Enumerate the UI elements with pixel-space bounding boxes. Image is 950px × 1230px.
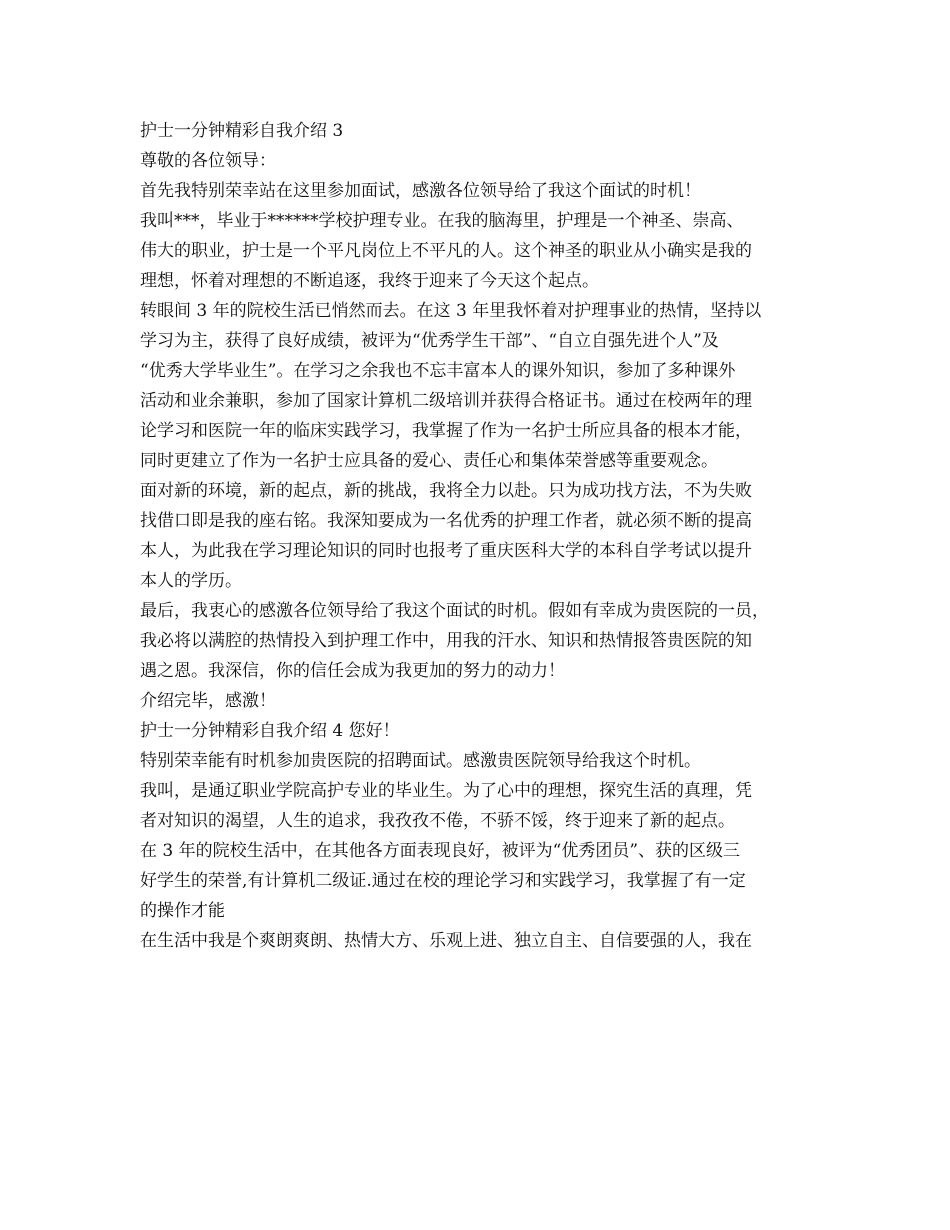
document-body — [140, 116, 840, 956]
text-line: 介绍完毕，感激！ — [140, 691, 276, 711]
text-line: 面对新的环境，新的起点，新的挑战，我将全力以赴。只为成功找方法，不为失败 — [140, 481, 752, 501]
text-line: 找借口即是我的座右铭。我深知要成为一名优秀的护理工作者，就必须不断的提高 — [140, 511, 752, 531]
text-line: 本人，为此我在学习理论知识的同时也报考了重庆医科大学的本科自学考试以提升 — [140, 541, 752, 561]
text-line: 在 3 年的院校生活中，在其他各方面表现良好，被评为“优秀团员”、获的区级三 — [140, 841, 741, 861]
text-line: 活动和业余兼职，参加了国家计算机二级培训并获得合格证书。通过在校两年的理 — [140, 391, 752, 411]
text-line: 论学习和医院一年的临床实践学习，我掌握了作为一名护士所应具备的根本才能， — [140, 421, 752, 441]
text-line: 特别荣幸能有时机参加贵医院的招聘面试。感激贵医院领导给我这个时机。 — [140, 751, 701, 771]
text-line: 我叫，是通辽职业学院高护专业的毕业生。为了心中的理想，探究生活的真理，凭 — [140, 781, 752, 801]
text-line: 好学生的荣誉,有计算机二级证.通过在校的理论学习和实践学习，我掌握了有一定 — [140, 871, 746, 891]
text-line: 学习为主，获得了良好成绩，被评为“优秀学生干部”、“自立自强先进个人”及 — [140, 331, 719, 351]
text-line: 最后，我衷心的感激各位领导给了我这个面试的时机。假如有幸成为贵医院的一员， — [140, 601, 769, 621]
text-line: 在生活中我是个爽朗爽朗、热情大方、乐观上进、独立自主、自信要强的人，我在 — [140, 931, 752, 951]
text-line: 本人的学历。 — [140, 571, 242, 591]
text-line: 转眼间 3 年的院校生活已悄然而去。在这 3 年里我怀着对护理事业的热情，坚持以 — [140, 301, 762, 321]
text-line: 伟大的职业，护士是一个平凡岗位上不平凡的人。这个神圣的职业从小确实是我的 — [140, 241, 752, 261]
text-line: “优秀大学毕业生”。在学习之余我也不忘丰富本人的课外知识，参加了多种课外 — [140, 361, 736, 381]
text-line: 者对知识的渴望，人生的追求，我孜孜不倦，不骄不馁，终于迎来了新的起点。 — [140, 811, 735, 831]
text-line: 尊敬的各位领导： — [140, 151, 276, 171]
text-line: 我叫***，毕业于******学校护理专业。在我的脑海里，护理是一个神圣、崇高、 — [140, 211, 744, 231]
text-line: 同时更建立了作为一名护士应具备的爱心、责任心和集体荣誉感等重要观念。 — [140, 451, 718, 471]
document-title-4: 护士一分钟精彩自我介绍 4 您好！ — [140, 721, 400, 741]
text-line: 首先我特别荣幸站在这里参加面试，感激各位领导给了我这个面试的时机！ — [140, 181, 701, 201]
text-line: 遇之恩。我深信，你的信任会成为我更加的努力的动力！ — [140, 661, 565, 681]
text-line: 的操作才能 — [140, 901, 225, 921]
text-line: 我必将以满腔的热情投入到护理工作中，用我的汗水、知识和热情报答贵医院的知 — [140, 631, 752, 651]
text-line: 理想，怀着对理想的不断追逐，我终于迎来了今天这个起点。 — [140, 271, 599, 291]
document-title-3: 护士一分钟精彩自我介绍 3 — [140, 121, 344, 141]
